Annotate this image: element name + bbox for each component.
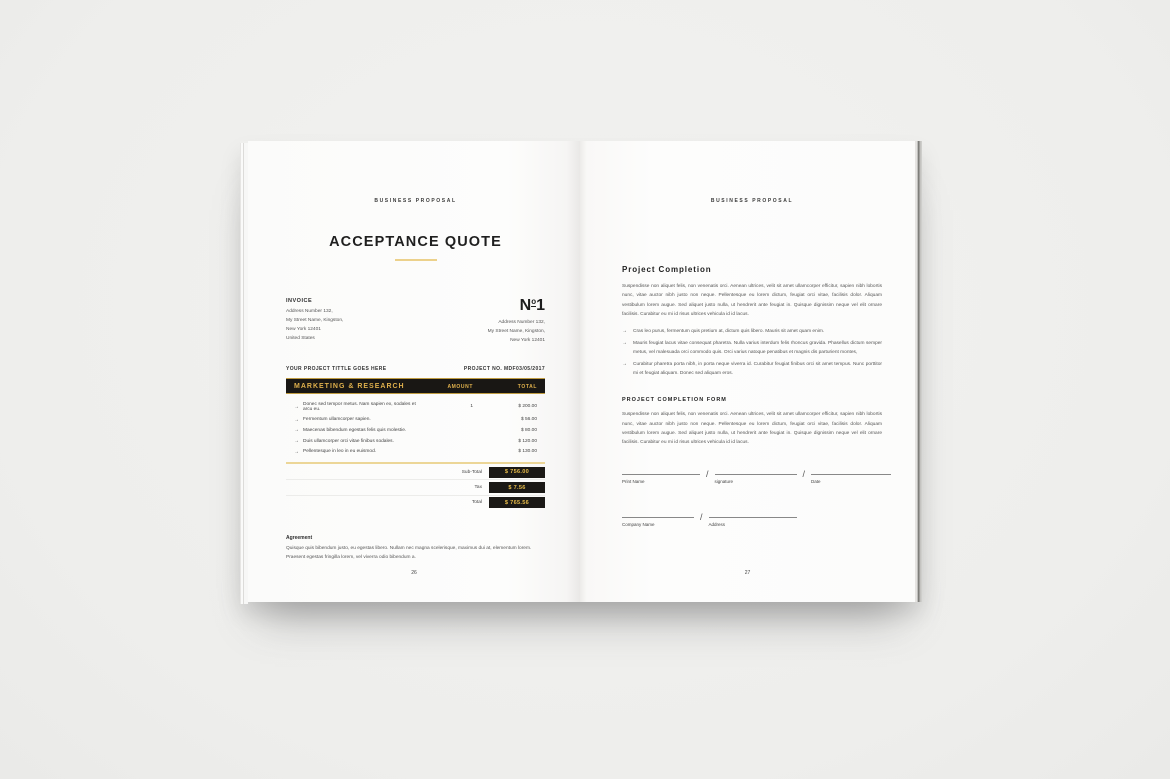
address-field[interactable]	[709, 517, 797, 527]
row-description: Maecenas bibendum egestas felis quis molestie.	[303, 427, 407, 433]
subtotal-value: $ 756.00	[489, 467, 545, 478]
row-total: $ 200.00	[518, 404, 537, 410]
table-row	[286, 414, 545, 425]
tax-row	[286, 480, 545, 495]
bullet-text: Mauris feugiat lacus vitae consequat pharetra. Nulla varius interdum felis rhoncus gravida. Phasellus dictum semper metus, vel malesuada orci commodo quis. Orci varius natoque penatibus et magnis dis parturient montes,	[633, 341, 882, 356]
left-page-kicker: BUSINESS PROPOSAL	[374, 198, 457, 204]
table-row	[286, 436, 545, 447]
print-name-field[interactable]	[622, 474, 700, 484]
invoice-block	[286, 298, 545, 345]
address-line: New York 12401	[510, 338, 545, 344]
amount-column-header: AMOUNT	[447, 383, 473, 390]
agreement-text: Quisque quis bibendum justo, eu egestas libero. Nullam nec magna scelerisque, maximus dui at, elementum lorem. Praesent egestas fringilla lorem, vel viverra odio bibendum a.	[286, 545, 532, 561]
address-line: My Street Name, Kingston,	[286, 318, 344, 324]
table-header	[286, 378, 545, 394]
total-label: Total	[471, 500, 482, 506]
table-body	[286, 394, 545, 460]
arrow-bullet-icon: →	[294, 416, 299, 423]
table-row	[286, 446, 545, 457]
address-line: My Street Name, Kingston,	[487, 329, 545, 335]
subtotal-label: Sub-Total	[461, 469, 482, 475]
tax-label: Tax	[474, 485, 482, 491]
invoice-table	[286, 378, 545, 509]
arrow-bullet-icon: →	[294, 438, 299, 445]
agreement-section	[286, 535, 545, 563]
page-stack-right	[915, 141, 922, 602]
signature-row-1	[622, 468, 882, 484]
list-item	[622, 360, 882, 378]
book-spread	[240, 141, 922, 602]
signature-row-2	[622, 511, 882, 527]
page-stack-left	[240, 143, 248, 604]
project-title: YOUR PROJECT TITTLE GOES HERE	[286, 366, 387, 373]
service-column-header: MARKETING & RESEARCH	[294, 383, 405, 391]
right-page	[580, 141, 915, 602]
right-page-number: 27	[744, 570, 751, 576]
list-item	[622, 339, 882, 357]
arrow-bullet-icon: →	[622, 328, 627, 335]
total-row	[286, 496, 545, 510]
signature-field[interactable]	[715, 474, 797, 484]
slash-separator: /	[700, 511, 703, 522]
bullet-text: Curabitur pharetra porta nibh, in porta neque viverra id. Curabitur feugiat finibus orci sit amet tempus. Nunc porttitor mi et feugiat aliquam. Donec sed aliquam eros.	[633, 362, 882, 377]
row-description: Fermentum ullamcorper sapien.	[303, 417, 371, 422]
page-title: ACCEPTANCE QUOTE	[329, 234, 502, 250]
date-field[interactable]	[811, 474, 891, 484]
address-line: United States	[286, 336, 315, 342]
company-name-label: Company Name	[622, 521, 655, 527]
row-total: $ 56.00	[520, 417, 537, 422]
left-page-number: 26	[411, 570, 417, 576]
arrow-bullet-icon: →	[294, 448, 299, 455]
section-heading: Project Completion	[622, 265, 712, 274]
row-total: $ 80.00	[520, 427, 537, 433]
arrow-bullet-icon: →	[622, 361, 627, 368]
signature-line[interactable]	[622, 517, 694, 518]
invoice-to-address	[488, 298, 545, 345]
company-name-field[interactable]	[622, 517, 694, 527]
address-line: New York 12401	[286, 327, 321, 333]
signature-line[interactable]	[709, 517, 797, 518]
total-value: $ 765.56	[489, 497, 545, 508]
arrow-bullet-icon: →	[294, 403, 299, 410]
totals-section	[286, 465, 545, 510]
project-meta-row	[286, 366, 545, 372]
form-paragraph: Suspendisse non aliquet felis, non venenatis orci. Aenean ultrices, velit sit amet ullamcorper efficitur, sapien nibh lobortis nunc, vitae auctor nibh justo non neque. Pellentesque eu lorem dictum, feugiat orci vitae, facilisis dolor. Aliquam vestibulum lorem augue. Sed aliquet justo nulla, ut hendrerit ante feugiat in. Quisque dignissim neque vel elit ornare facilisis. Curabitur eu mi id risus ultrices vehicula id id lacus.	[622, 412, 882, 446]
bullet-text: Cras leo purus, fermentum quis pretium at, dictum quis libero. Mauris sit amet quam enim.	[633, 329, 825, 335]
table-row	[286, 399, 545, 414]
row-total: $ 130.00	[518, 449, 537, 455]
row-amount: 1	[470, 404, 473, 410]
total-column-header: TOTAL	[517, 383, 537, 390]
date-label: Date	[811, 478, 821, 484]
arrow-bullet-icon: →	[622, 340, 627, 347]
row-total: $ 120.00	[518, 438, 537, 444]
form-heading: PROJECT COMPLETION FORM	[622, 397, 727, 404]
address-line: Address Number 132,	[286, 309, 333, 314]
project-number: PROJECT NO. MDF03/05/2017	[463, 366, 545, 373]
address-line: Address Number 132,	[498, 320, 545, 325]
signature-line[interactable]	[622, 474, 700, 475]
slash-separator: /	[706, 468, 709, 479]
right-page-kicker: BUSINESS PROPOSAL	[710, 198, 794, 204]
row-description: Duis ullamcorper orci vitae finibus sodales.	[303, 438, 394, 444]
title-underline	[395, 259, 437, 261]
ordinal-sup: o	[531, 297, 537, 306]
row-description: Pellentesque in leo in eu euismod.	[303, 449, 377, 455]
bullet-list	[622, 327, 882, 378]
address-label: Address	[708, 521, 726, 527]
gold-divider	[286, 462, 545, 464]
invoice-label: INVOICE	[286, 298, 313, 304]
row-description: Donec sed tempor metus. Nam sapien ex, sodales et arcu eu.	[303, 401, 416, 412]
list-item	[622, 327, 882, 337]
print-name-label: Print Name	[622, 478, 645, 484]
arrow-bullet-icon: →	[294, 427, 299, 434]
subtotal-row	[286, 465, 545, 480]
left-page	[248, 141, 580, 602]
intro-paragraph: Suspendisse non aliquet felis, non venenatis orci. Aenean ultrices, velit sit amet ullamcorper efficitur, sapien nibh lobortis nunc, vitae auctor nibh justo non neque. Pellentesque eu lorem dictum, feugiat orci vitae, facilisis dolor. Aliquam vestibulum lorem augue. Sed aliquet justo nulla, ut hendrerit ante feugiat in. Quisque dignissim neque vel elit ornare facilisis. Curabitur eu mi id risus ultrices vehicula id id lacus.	[622, 284, 882, 318]
signature-label: signature	[714, 478, 734, 484]
invoice-number: $N^o1$	[519, 297, 545, 314]
agreement-label: Agreement	[286, 534, 313, 541]
slash-separator: /	[802, 468, 806, 479]
signature-line[interactable]	[811, 474, 891, 475]
signature-line[interactable]	[715, 474, 797, 475]
table-row	[286, 425, 545, 436]
invoice-from-address	[286, 298, 343, 345]
tax-value: $ 7.56	[489, 482, 545, 493]
